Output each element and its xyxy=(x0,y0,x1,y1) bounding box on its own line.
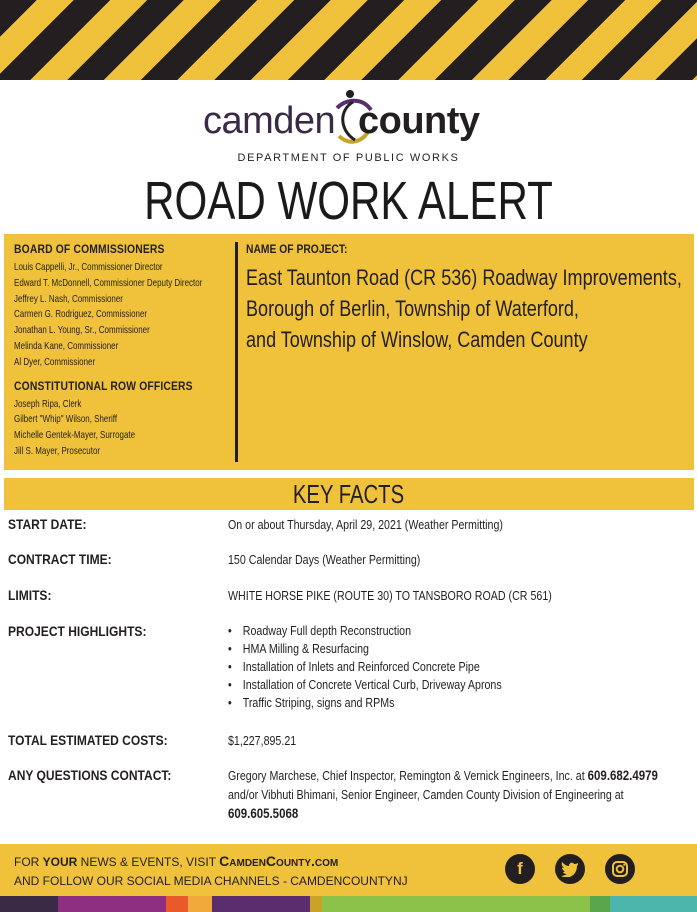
board-member: Melinda Kane, Commissioner xyxy=(14,339,119,352)
costs-label: TOTAL ESTIMATED COSTS: xyxy=(8,732,168,748)
project-name xyxy=(246,262,697,355)
project-label: NAME OF PROJECT: xyxy=(246,242,348,256)
costs-value: $1,227,895.21 xyxy=(228,733,297,748)
officer: Jill S. Mayer, Prosecutor xyxy=(14,444,101,457)
highlights-list xyxy=(228,622,562,712)
board-of-commissioners xyxy=(14,242,234,460)
list-item: • Installation of Inlets and Reinforced Concrete Pipe xyxy=(228,659,480,674)
department-name: DEPARTMENT OF PUBLIC WORKS xyxy=(237,152,460,164)
board-member: Jonathan L. Young, Sr., Commissioner xyxy=(14,324,150,337)
board-member: Louis Cappelli, Jr., Commissioner Director xyxy=(14,261,163,273)
highlights-label: PROJECT HIGHLIGHTS: xyxy=(8,623,147,639)
list-item: • Roadway Full depth Reconstruction xyxy=(228,623,412,638)
start-date-value: On or about Thursday, April 29, 2021 (Weather Permitting) xyxy=(228,517,503,532)
project-name-line: Borough of Berlin, Township of Waterford, xyxy=(246,296,579,321)
website-link[interactable]: CamdenCounty.com xyxy=(219,853,339,869)
vertical-divider xyxy=(235,242,238,462)
contact-phone: 609.682.4979 xyxy=(587,767,658,783)
officer: Michelle Gentek-Mayer, Surrogate xyxy=(14,429,136,442)
officer: Joseph Ripa, Clerk xyxy=(14,397,82,410)
board-member: Carmen G. Rodriguez, Commissioner xyxy=(14,308,148,321)
contract-time-label: CONTRACT TIME: xyxy=(8,551,112,567)
limits-value: WHITE HORSE PIKE (ROUTE 30) TO TANSBORO ROAD (CR 561) xyxy=(228,588,552,603)
instagram-icon[interactable] xyxy=(605,854,635,884)
contract-time-value: 150 Calendar Days (Weather Permitting) xyxy=(228,552,421,567)
contact-text: Gregory Marchese, Chief Inspector, Remington & Vernick Engineers, Inc. at 609.682.4979 and/or Vibhuti Bhimani, Senior Engineer, Camden County Division of Engineering at 609.605.5068 xyxy=(228,767,658,821)
project-name-line: East Taunton Road (CR 536) Roadway Improvements, xyxy=(246,265,682,290)
page-title: ROAD WORK ALERT xyxy=(144,171,553,231)
board-member: Edward T. McDonnell, Commissioner Deputy Director xyxy=(14,276,203,289)
twitter-icon[interactable] xyxy=(555,854,585,884)
officer: Gilbert "Whip" Wilson, Sheriff xyxy=(14,413,118,426)
footer-line-1: FOR YOUR NEWS & EVENTS, VISIT CamdenCounty.com xyxy=(14,853,339,869)
footer-line-2: AND FOLLOW OUR SOCIAL MEDIA CHANNELS - CAMDENCOUNTYNJ xyxy=(14,874,408,888)
facebook-icon[interactable]: f xyxy=(505,854,535,884)
list-item: • HMA Milling & Resurfacing xyxy=(228,641,369,656)
key-facts-title: KEY FACTS xyxy=(292,479,405,509)
hazard-stripe-banner xyxy=(0,0,697,80)
officers-heading: CONSTITUTIONAL ROW OFFICERS xyxy=(14,378,193,393)
limits-label: LIMITS: xyxy=(8,587,52,603)
footer-banner xyxy=(0,844,697,896)
logo-text-county: county xyxy=(358,100,480,142)
board-member: Al Dyer, Commissioner xyxy=(14,355,96,368)
start-date-label: START DATE: xyxy=(8,516,87,532)
board-member: Jeffrey L. Nash, Commissioner xyxy=(14,292,123,305)
contact-label: ANY QUESTIONS CONTACT: xyxy=(8,767,172,783)
color-stripe-bar xyxy=(0,896,697,912)
contact-phone: 609.605.5068 xyxy=(228,805,299,821)
board-heading: BOARD OF COMMISSIONERS xyxy=(14,242,165,256)
logo-text-camden: camden xyxy=(203,100,336,142)
project-name-line: and Township of Winslow, Camden County xyxy=(246,327,588,352)
list-item: • Installation of Concrete Vertical Curb, Driveway Aprons xyxy=(228,677,502,692)
list-item: • Traffic Striping, signs and RPMs xyxy=(228,695,395,710)
